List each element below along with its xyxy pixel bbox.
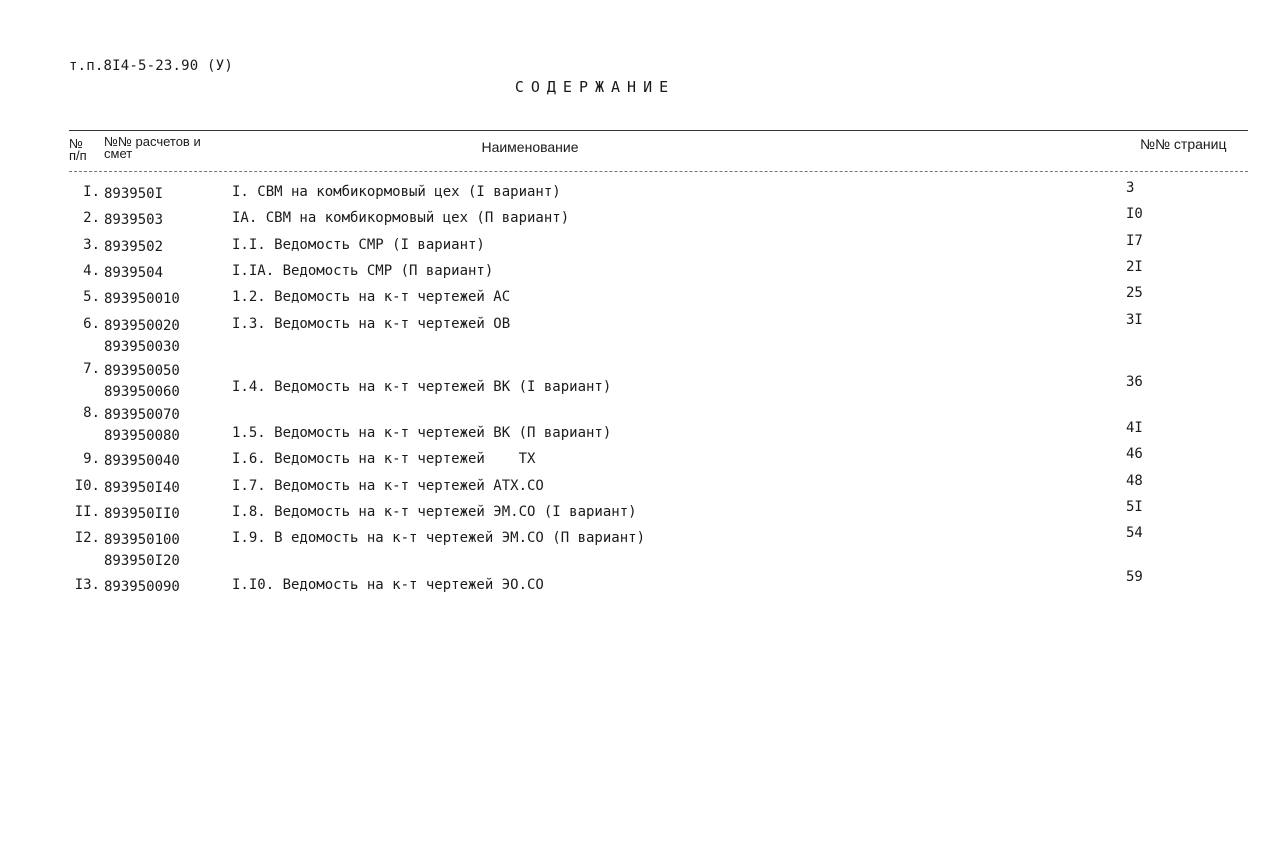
row-page: 5I [1126,499,1143,515]
row-code: 893950I [104,186,164,202]
row-name: I.8. Ведомость на к-т чертежей ЭМ.СО (I вариант) [232,504,637,520]
row-name: I.3. Ведомость на к-т чертежей ОВ [232,316,511,332]
row-number: 7. [83,361,100,377]
row-number: 2. [83,210,100,226]
row-number: 9. [83,451,100,467]
row-code: 893950I40 [104,480,180,496]
column-header-pages: №№ страниц [1140,136,1227,152]
row-name: I.7. Ведомость на к-т чертежей АТХ.СО [232,478,544,494]
row-name: I.IA. Ведомость СМР (П вариант) [232,263,494,279]
row-page: 59 [1126,569,1143,585]
row-number: 4. [83,263,100,279]
row-number: I. [83,184,100,200]
row-code: 893950010 [104,291,180,307]
row-page: 48 [1126,473,1143,489]
row-name: I.4. Ведомость на к-т чертежей ВК (I вариант) [232,379,612,395]
row-code: 893950050 893950060 [104,363,180,400]
row-name: I. СВМ на комбикормовый цех (I вариант) [232,184,561,200]
row-number: 5. [83,289,100,305]
row-code: 893950020 893950030 [104,318,180,355]
row-code: 893950070 893950080 [104,407,180,444]
row-page: 54 [1126,525,1143,541]
row-code: 8939503 [104,212,164,228]
row-code: 8939504 [104,265,164,281]
row-number: 3. [83,237,100,253]
row-code: 893950100 893950I20 [104,532,180,569]
column-header-name: Наименование [481,139,579,155]
row-page: 2I [1126,259,1143,275]
row-name: I.I. Ведомость СМР (I вариант) [232,237,485,253]
row-number: I3. [74,577,100,593]
row-number: 6. [83,316,100,332]
header-bottom-rule [69,171,1248,172]
row-name: I.I0. Ведомость на к-т чертежей ЭО.СО [232,577,544,593]
row-code: 893950040 [104,453,180,469]
row-page: 3I [1126,312,1143,328]
row-name: I.9. В едомость на к-т чертежей ЭМ.СО (П вариант) [232,530,646,546]
row-code: 893950II0 [104,506,180,522]
row-name: 1.5. Ведомость на к-т чертежей ВК (П вариант) [232,425,612,441]
document-code: т.п.8I4-5-23.90 (У) [69,58,233,74]
table-top-rule [69,130,1248,131]
column-header-num: № п/п [69,136,87,163]
row-name: I.6. Ведомость на к-т чертежей ТХ [232,451,536,467]
row-number: I2. [74,530,100,546]
row-page: 36 [1126,374,1143,390]
column-header-calc: №№ расчетов и смет [104,134,201,161]
row-page: I0 [1126,206,1143,222]
row-page: 4I [1126,420,1143,436]
row-code: 893950090 [104,579,180,595]
document-title: СОДЕРЖАНИЕ [514,78,676,96]
row-number: II. [74,504,100,520]
row-page: I7 [1126,233,1143,249]
row-page: 46 [1126,446,1143,462]
row-name: IA. СВМ на комбикормовый цех (П вариант) [232,210,570,226]
row-number: 8. [83,405,100,421]
row-name: 1.2. Ведомость на к-т чертежей АС [232,289,511,305]
row-page: 3 [1126,180,1135,196]
row-number: I0. [74,478,100,494]
row-code: 8939502 [104,239,164,255]
row-page: 25 [1126,285,1143,301]
